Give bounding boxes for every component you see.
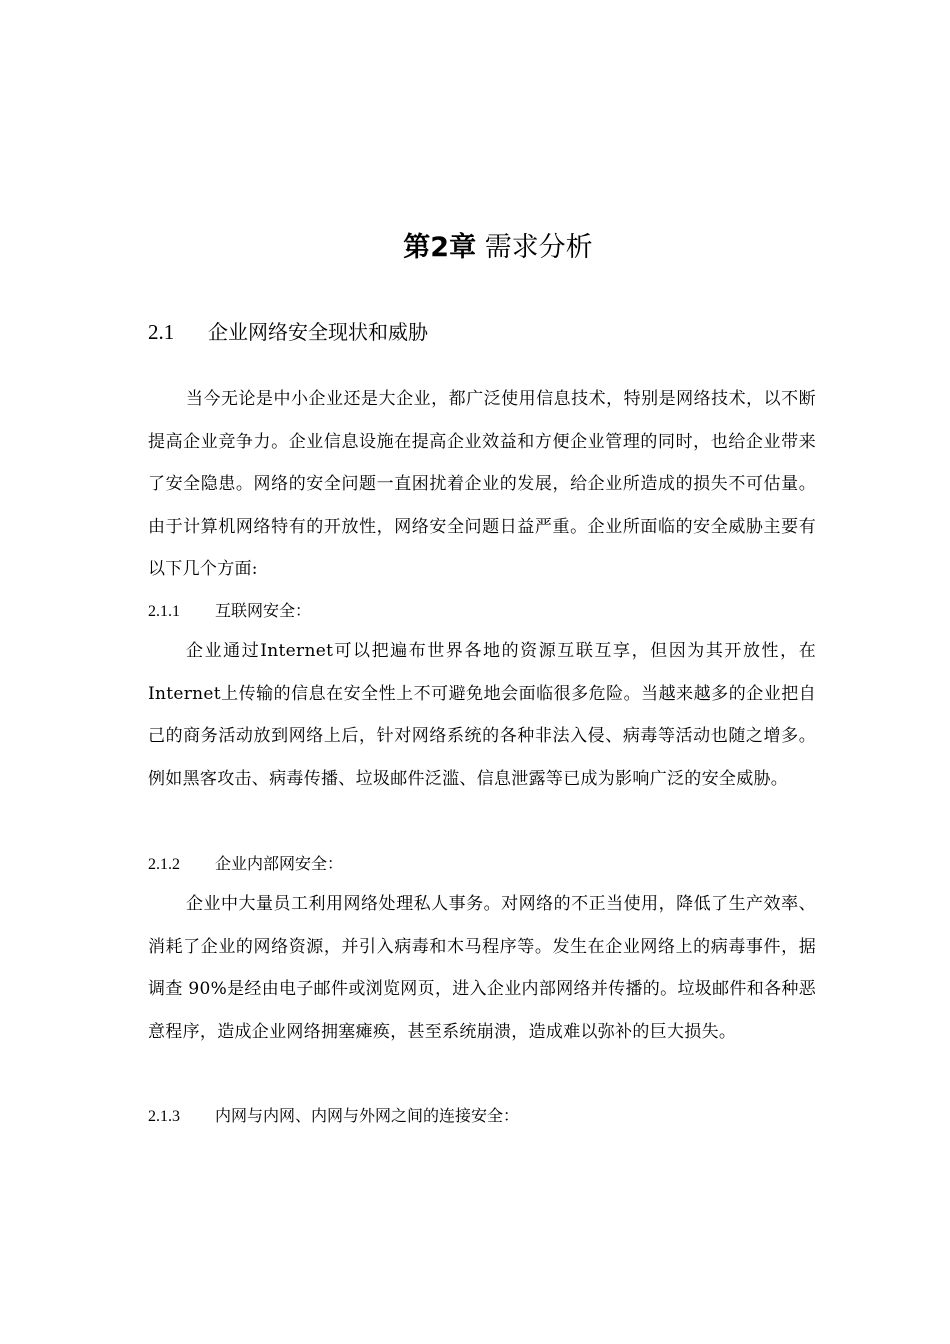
subsection-title: 内网与内网、内网与外网之间的连接安全： — [215, 1106, 520, 1125]
intro-paragraph: 当今无论是中小企业还是大企业，都广泛使用信息技术，特别是网络技术，以不断提高企业竞争力。企业信息设施在提高企业效益和方便企业管理的同时，也给企业带来了安全隐患。网络的安全问题一直困扰着企业的发展，给企业所造成的损失不可估量。由于计算机网络特有的开放性，网络安全问题日益严重。企业所面临的安全威胁主要有以下几个方面: — [148, 389, 816, 579]
subsection-heading-intranet — [148, 851, 343, 878]
subsection-heading-internet — [148, 598, 311, 625]
subsection-title: 互联网安全： — [215, 601, 312, 620]
subsection-heading-connection — [148, 1103, 519, 1130]
section-heading — [148, 316, 428, 348]
intranet-paragraph: 企业中大量员工利用网络处理私人事务。对网络的不正当使用，降低了生产效率、消耗了企业的网络资源，并引入病毒和木马程序等。发生在企业网络上的病毒事件，据调查 90%是经由电子邮件或浏览网页，进入企业内部网络并传播的。垃圾邮件和各种恶意程序，造成企业网络拥塞瘫痪，甚至系统崩溃，造成难以弥补的巨大损失。 — [148, 894, 816, 1042]
subsection-number: 2.1.3 — [148, 1108, 180, 1125]
subsection-number: 2.1.2 — [148, 856, 180, 873]
internet-paragraph: 企业通过Internet可以把遍布世界各地的资源互联互享，但因为其开放性，在Internet上传输的信息在安全性上不可避免地会面临很多危险。当越来越多的企业把自己的商务活动放到网络上后，针对网络系统的各种非法入侵、病毒等活动也随之增多。例如黑客攻击、病毒传播、垃圾邮件泛滥、信息泄露等已成为影响广泛的安全威胁。 — [148, 641, 816, 789]
section-title: 企业网络安全现状和威胁 — [208, 320, 428, 344]
chapter-number: 第2章 — [403, 232, 477, 263]
chapter-title — [0, 228, 950, 268]
subsection-number: 2.1.1 — [148, 603, 180, 620]
subsection-title: 企业内部网安全： — [215, 854, 344, 873]
chapter-title-text: 需求分析 — [484, 232, 593, 263]
section-number: 2.1 — [148, 320, 175, 344]
